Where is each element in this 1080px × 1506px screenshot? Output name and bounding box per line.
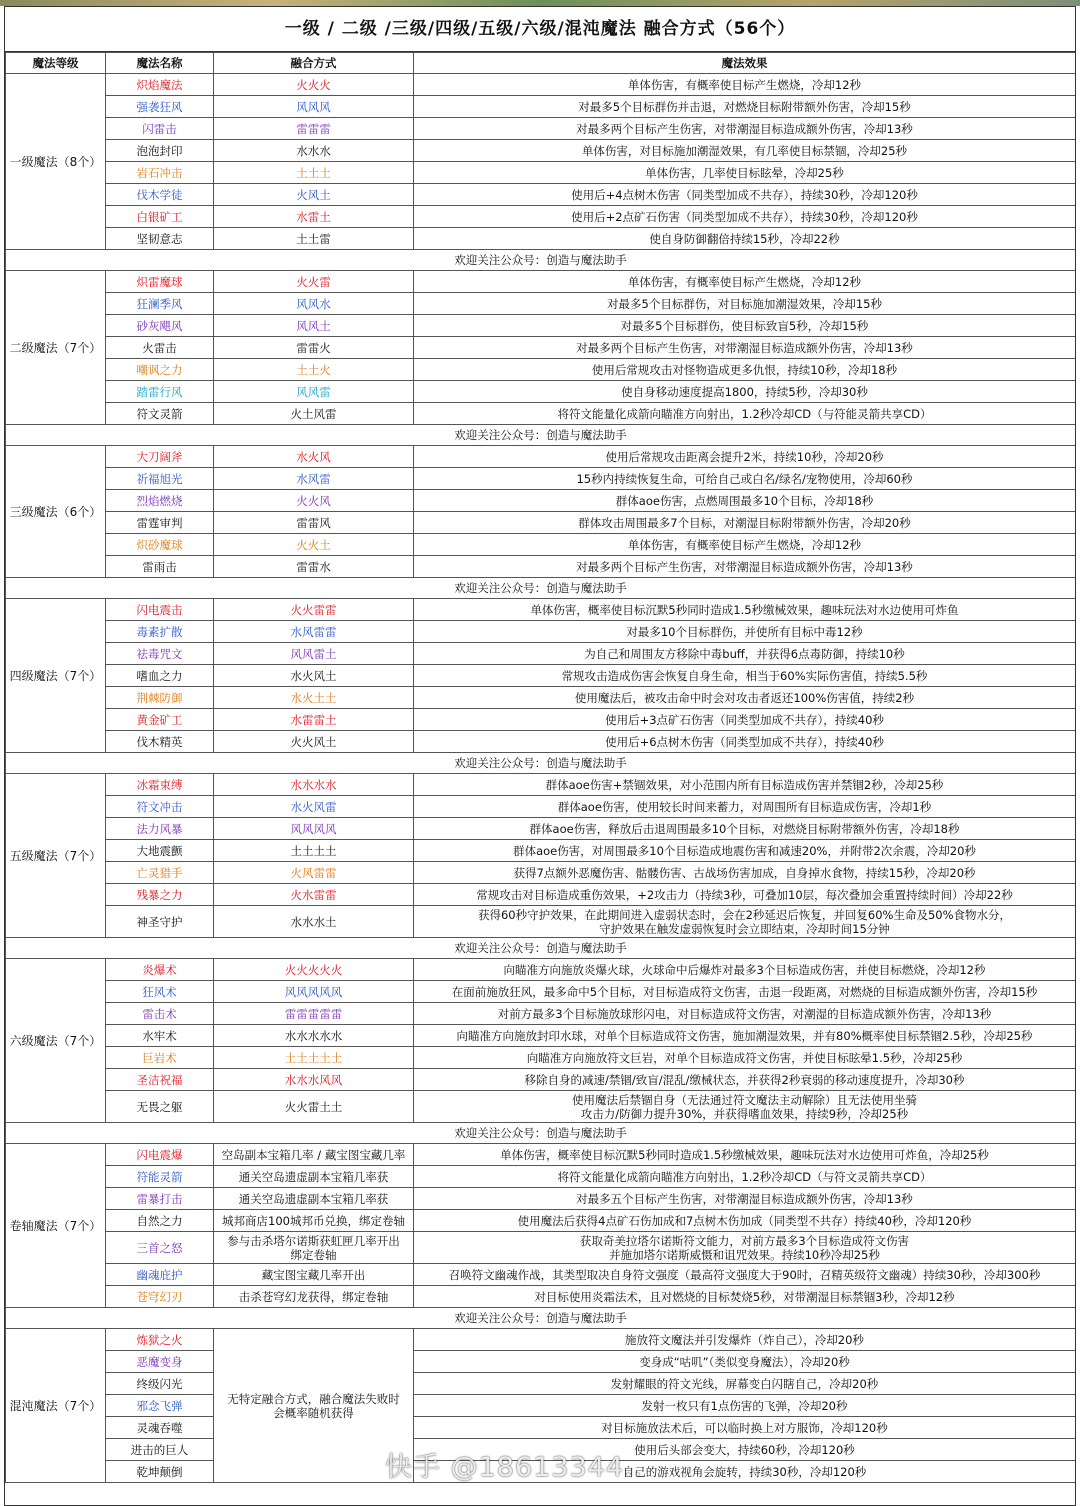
table-row <box>6 774 1076 796</box>
magic-name: 符能灵箭 <box>106 1166 214 1188</box>
level-cell: 二级魔法（7个） <box>6 271 106 425</box>
fusion-method: 水水水水 <box>214 774 414 796</box>
table-row <box>6 556 1076 578</box>
header-method: 融合方式 <box>214 53 414 74</box>
table-row <box>6 206 1076 228</box>
magic-effect: 单体伤害，有概率使目标产生燃烧，冷却12秒 <box>414 271 1076 293</box>
magic-effect: 对最多两个目标产生伤害，对带潮湿目标造成额外伤害，冷却13秒 <box>414 118 1076 140</box>
table-row <box>6 381 1076 403</box>
table-row <box>6 840 1076 862</box>
magic-effect: 对目标施放法术后，可以临时换上对方服饰，冷却120秒 <box>414 1417 1076 1439</box>
table-row <box>6 1025 1076 1047</box>
table-row <box>6 534 1076 556</box>
magic-name: 自然之力 <box>106 1210 214 1232</box>
level-cell: 一级魔法（8个） <box>6 74 106 250</box>
table-row <box>6 337 1076 359</box>
fusion-method: 水雷土 <box>214 206 414 228</box>
magic-effect: 使用后+3点矿石伤害（同类型加成不共存），持续40秒 <box>414 709 1076 731</box>
table-row <box>6 665 1076 687</box>
table-row <box>6 403 1076 425</box>
header-name: 魔法名称 <box>106 53 214 74</box>
notice-row <box>6 938 1076 959</box>
magic-name: 祈福旭光 <box>106 468 214 490</box>
magic-effect: 使用魔法后，被攻击命中时会对攻击者返还100%伤害值，持续2秒 <box>414 687 1076 709</box>
magic-name: 砂灰飓风 <box>106 315 214 337</box>
fusion-method: 雷雷火 <box>214 337 414 359</box>
fusion-method: 水火土土 <box>214 687 414 709</box>
table-row <box>6 184 1076 206</box>
fusion-method: 火火土 <box>214 534 414 556</box>
magic-effect: 召唤符文幽魂作战，其类型取决自身符文强度（最高符文强度大于90时，召精英级符文幽魂）持续30秒，冷却300秒 <box>414 1264 1076 1286</box>
magic-name: 黄金矿工 <box>106 709 214 731</box>
table-row <box>6 959 1076 981</box>
notice-row <box>6 753 1076 774</box>
magic-name: 大刀阔斧 <box>106 446 214 468</box>
magic-name: 祛毒咒文 <box>106 643 214 665</box>
fusion-method: 火风雷雷 <box>214 862 414 884</box>
magic-effect: 为自己和周围友方移除中毒buff，并获得6点毒防御，持续10秒 <box>414 643 1076 665</box>
magic-effect: 对最多5个目标群伤，对目标施加潮湿效果，冷却15秒 <box>414 293 1076 315</box>
fusion-method: 无特定融合方式，融合魔法失败时会概率随机获得 <box>214 1329 414 1483</box>
magic-effect: 发射耀眼的符文光线，屏幕变白闪瞎自己，冷却20秒 <box>414 1373 1076 1395</box>
level-cell: 混沌魔法（7个） <box>6 1329 106 1483</box>
fusion-method: 藏宝图宝藏几率开出 <box>214 1264 414 1286</box>
magic-name: 苍穹幻刃 <box>106 1286 214 1308</box>
magic-effect: 变身成“咕叽”（类似变身魔法），冷却20秒 <box>414 1351 1076 1373</box>
magic-effect: 群体aoe伤害+禁锢效果，对小范围内所有目标造成伤害并禁锢2秒，冷却25秒 <box>414 774 1076 796</box>
watermark: 快手 @18613344.. <box>385 1452 644 1483</box>
notice-row <box>6 1123 1076 1144</box>
fusion-method: 土土土土 <box>214 840 414 862</box>
table-row <box>6 1461 1076 1483</box>
notice-text: 欢迎关注公众号：创造与魔法助手 <box>6 1123 1076 1144</box>
fusion-method: 水火风雷 <box>214 796 414 818</box>
fusion-method: 风风风 <box>214 96 414 118</box>
magic-effect: 使自身移动速度提高1800，持续5秒，冷却30秒 <box>414 381 1076 403</box>
fusion-method: 风风水 <box>214 293 414 315</box>
table-row <box>6 271 1076 293</box>
table-row <box>6 162 1076 184</box>
effect-line: 攻击力/防御力提升30%，并获得嗜血效果，持续9秒，冷却25秒 <box>580 1106 909 1121</box>
notice-row <box>6 425 1076 446</box>
fusion-method: 火火雷 <box>214 271 414 293</box>
fusion-method: 水水水水水 <box>214 1025 414 1047</box>
fusion-method: 土土土 <box>214 162 414 184</box>
notice-row <box>6 1308 1076 1329</box>
table-row <box>6 96 1076 118</box>
magic-name: 炽雷魔球 <box>106 271 214 293</box>
magic-name: 伐木精英 <box>106 731 214 753</box>
magic-effect <box>414 1091 1076 1123</box>
table-row <box>6 140 1076 162</box>
fusion-method <box>214 1232 414 1264</box>
table-row <box>6 512 1076 534</box>
table-row <box>6 1329 1076 1351</box>
magic-name: 烈焰燃烧 <box>106 490 214 512</box>
magic-effect: 单体伤害，有概率使目标产生燃烧，冷却12秒 <box>414 534 1076 556</box>
table-row <box>6 118 1076 140</box>
magic-name: 荆棘防御 <box>106 687 214 709</box>
fusion-method: 风风风风风 <box>214 981 414 1003</box>
magic-effect: 对最多五个目标产生伤害，对带潮湿目标造成额外伤害，冷却13秒 <box>414 1188 1076 1210</box>
notice-text: 欢迎关注公众号：创造与魔法助手 <box>6 425 1076 446</box>
table-row <box>6 1286 1076 1308</box>
fusion-method: 水雷雷土 <box>214 709 414 731</box>
header-level: 魔法等级 <box>6 53 106 74</box>
table-row <box>6 1047 1076 1069</box>
fusion-method: 击杀苍穹幻龙获得，绑定卷轴 <box>214 1286 414 1308</box>
magic-name: 强袭狂风 <box>106 96 214 118</box>
table-row <box>6 1395 1076 1417</box>
magic-name: 神圣守护 <box>106 906 214 938</box>
magic-effect: 群体aoe伤害，对周围最多10个目标造成地震伤害和减速20%，并附带2次余震，冷却20秒 <box>414 840 1076 862</box>
fusion-method: 通关空岛遗虚副本宝箱几率获 <box>214 1166 414 1188</box>
magic-effect: 单体伤害，概率使目标沉默5秒同时造成1.5秒缴械效果，趣味玩法对水边使用可炸鱼 <box>414 599 1076 621</box>
fusion-method: 火火风土 <box>214 731 414 753</box>
effect-line: 获取奇美拉塔尔诺斯符文能力，对前方最多3个目标造成符文伤害 <box>579 1233 910 1248</box>
fusion-method: 火火雷土土 <box>214 1091 414 1123</box>
fusion-method: 水水水 <box>214 140 414 162</box>
table-row <box>6 709 1076 731</box>
magic-name: 闪电震击 <box>106 599 214 621</box>
magic-name: 恶魔变身 <box>106 1351 214 1373</box>
magic-effect: 向瞄准方向施放炎爆火球，火球命中后爆炸对最多3个目标造成伤害，并使目标燃烧，冷却12秒 <box>414 959 1076 981</box>
table-row <box>6 906 1076 938</box>
level-cell: 三级魔法（6个） <box>6 446 106 578</box>
table-row <box>6 981 1076 1003</box>
magic-effect: 发射一枚只有1点伤害的飞弹，冷却20秒 <box>414 1395 1076 1417</box>
table-row <box>6 1069 1076 1091</box>
table-row <box>6 731 1076 753</box>
magic-name: 伐木学徒 <box>106 184 214 206</box>
magic-name: 雷击术 <box>106 1003 214 1025</box>
table-row <box>6 621 1076 643</box>
magic-name: 炎爆术 <box>106 959 214 981</box>
table-row <box>6 74 1076 96</box>
fusion-method: 水风雷 <box>214 468 414 490</box>
magic-table <box>5 52 1076 1483</box>
magic-name: 狂风术 <box>106 981 214 1003</box>
fusion-method: 雷雷风 <box>214 512 414 534</box>
fusion-method: 土土土土土 <box>214 1047 414 1069</box>
magic-effect: 向瞄准方向施放封印水球，对单个目标造成符文伤害，施加潮湿效果，并有80%概率使目标禁锢2.5秒，冷却25秒 <box>414 1025 1076 1047</box>
magic-name: 灵魂吞噬 <box>106 1417 214 1439</box>
notice-text: 欢迎关注公众号：创造与魔法助手 <box>6 578 1076 599</box>
fusion-method: 火风土 <box>214 184 414 206</box>
magic-name: 狂澜季风 <box>106 293 214 315</box>
fusion-method: 风风风风 <box>214 818 414 840</box>
magic-name: 炽焰魔法 <box>106 74 214 96</box>
magic-name: 踏雷行风 <box>106 381 214 403</box>
magic-effect: 将符文能量化成箭向瞄准方向射出，1.2秒冷却CD（与符文灵箭共享CD） <box>414 1166 1076 1188</box>
notice-text: 欢迎关注公众号：创造与魔法助手 <box>6 938 1076 959</box>
table-row <box>6 687 1076 709</box>
table-row <box>6 1188 1076 1210</box>
magic-effect: 使用后+4点树木伤害（同类型加成不共存），持续30秒，冷却120秒 <box>414 184 1076 206</box>
table-row <box>6 1351 1076 1373</box>
table-row <box>6 643 1076 665</box>
magic-name: 火雷击 <box>106 337 214 359</box>
magic-name: 进击的巨人 <box>106 1439 214 1461</box>
magic-name: 巨岩术 <box>106 1047 214 1069</box>
magic-effect: 对最多5个目标群伤并击退，对燃烧目标附带额外伤害，冷却15秒 <box>414 96 1076 118</box>
magic-name: 大地震颤 <box>106 840 214 862</box>
magic-effect: 使用后+2点矿石伤害（同类型加成不共存），持续30秒，冷却120秒 <box>414 206 1076 228</box>
fusion-method: 雷雷雷 <box>214 118 414 140</box>
effect-line: 并施加塔尔诺斯威慑和诅咒效果。持续10秒冷却25秒 <box>609 1247 880 1262</box>
magic-effect: 群体aoe伤害，释放后击退周围最多10个目标，对燃烧目标附带额外伤害，冷却18秒 <box>414 818 1076 840</box>
magic-name: 冰霜束缚 <box>106 774 214 796</box>
table-row <box>6 599 1076 621</box>
magic-name: 符文灵箭 <box>106 403 214 425</box>
magic-name: 泡泡封印 <box>106 140 214 162</box>
fusion-method: 水火风土 <box>214 665 414 687</box>
magic-effect: 使用后头部会变大，持续60秒，冷却120秒 <box>414 1439 1076 1461</box>
table-row <box>6 315 1076 337</box>
magic-name: 圣洁祝福 <box>106 1069 214 1091</box>
magic-effect: 单体伤害，概率使目标沉默5秒同时造成1.5秒缴械效果，趣味玩法对水边使用可炸鱼，冷却25秒 <box>414 1144 1076 1166</box>
level-cell: 卷轴魔法（7个） <box>6 1144 106 1308</box>
magic-name: 岩石冲击 <box>106 162 214 184</box>
notice-text: 欢迎关注公众号：创造与魔法助手 <box>6 753 1076 774</box>
table-row <box>6 884 1076 906</box>
magic-name: 雷雨击 <box>106 556 214 578</box>
magic-effect: 15秒内持续恢复生命，可给自己或白名/绿名/宠物使用，冷却60秒 <box>414 468 1076 490</box>
fusion-method: 火火雷雷 <box>214 599 414 621</box>
magic-table-frame <box>4 6 1076 1506</box>
magic-effect: 使用后+6点树木伤害（同类型加成不共存），持续40秒 <box>414 731 1076 753</box>
fusion-method: 火水雷雷 <box>214 884 414 906</box>
table-row <box>6 468 1076 490</box>
fusion-method: 水火风 <box>214 446 414 468</box>
magic-name: 残暴之力 <box>106 884 214 906</box>
magic-effect: 在面前施放狂风，最多命中5个目标，对目标造成符文伤害，击退一段距离，对燃烧的目标造成额外伤害，冷却15秒 <box>414 981 1076 1003</box>
magic-effect: 对最多两个目标产生伤害，对带潮湿目标造成额外伤害，冷却13秒 <box>414 337 1076 359</box>
effect-line: 参与击杀塔尔诺斯获虹匣几率开出 <box>227 1233 400 1248</box>
notice-text: 欢迎关注公众号：创造与魔法助手 <box>6 1308 1076 1329</box>
magic-name: 符文冲击 <box>106 796 214 818</box>
magic-name: 嗜血之力 <box>106 665 214 687</box>
magic-effect: 常规攻击对目标造成重伤效果，+2攻击力（持续3秒，可叠加10层，每次叠加会重置持续时间）冷却22秒 <box>414 884 1076 906</box>
fusion-method: 水水水土 <box>214 906 414 938</box>
table-row <box>6 1232 1076 1264</box>
page-title: 一级 / 二级 /三级/四级/五级/六级/混沌魔法 融合方式（56个） <box>5 7 1075 52</box>
table-row <box>6 1264 1076 1286</box>
table-row <box>6 359 1076 381</box>
magic-effect: 对最多两个目标产生伤害，对带潮湿目标造成额外伤害，冷却13秒 <box>414 556 1076 578</box>
fusion-method: 水水水风风 <box>214 1069 414 1091</box>
fusion-method: 火火火 <box>214 74 414 96</box>
fusion-method: 雷雷水 <box>214 556 414 578</box>
magic-effect: 移除自身的减速/禁锢/致盲/混乱/缴械状态，并获得2秒衰弱的移动速度提升，冷却30秒 <box>414 1069 1076 1091</box>
magic-effect: 对最多10个目标群伤，并使所有目标中毒12秒 <box>414 621 1076 643</box>
magic-name: 无畏之躯 <box>106 1091 214 1123</box>
table-row <box>6 1439 1076 1461</box>
fusion-method: 城邦商店100城邦币兑换，绑定卷轴 <box>214 1210 414 1232</box>
magic-name: 炽砂魔球 <box>106 534 214 556</box>
magic-name: 白银矿工 <box>106 206 214 228</box>
fusion-method: 土土雷 <box>214 228 414 250</box>
magic-effect: 自己的游戏视角会旋转，持续30秒，冷却120秒 <box>414 1461 1076 1483</box>
fusion-method: 水风雷雷 <box>214 621 414 643</box>
magic-effect: 单体伤害，对目标施加潮湿效果，有几率使目标禁锢，冷却25秒 <box>414 140 1076 162</box>
fusion-method: 火土风雷 <box>214 403 414 425</box>
magic-effect: 使用魔法后获得4点矿石伤加成和7点树木伤加成（同类型不共存）持续40秒，冷却120秒 <box>414 1210 1076 1232</box>
table-row <box>6 1003 1076 1025</box>
fusion-method: 雷雷雷雷雷 <box>214 1003 414 1025</box>
fusion-method: 火火火火火 <box>214 959 414 981</box>
magic-effect <box>414 1232 1076 1264</box>
magic-name: 炼狱之火 <box>106 1329 214 1351</box>
table-row <box>6 446 1076 468</box>
magic-effect: 对前方最多3个目标施放球形闪电，对目标造成符文伤害，对潮湿的目标造成额外伤害，冷却13秒 <box>414 1003 1076 1025</box>
table-row <box>6 1373 1076 1395</box>
table-row <box>6 818 1076 840</box>
table-row <box>6 862 1076 884</box>
fusion-method: 风风雷 <box>214 381 414 403</box>
effect-line: 获得60秒守护效果，在此期间进入虚弱状态时，会在2秒延迟后恢复，并回复60%生命及50%食物水分， <box>477 907 1012 922</box>
table-row <box>6 1166 1076 1188</box>
magic-name: 乾坤颠倒 <box>106 1461 214 1483</box>
magic-effect: 对最多5个目标群伤，使目标致盲5秒，冷却15秒 <box>414 315 1076 337</box>
fusion-method: 土土火 <box>214 359 414 381</box>
magic-name: 水牢术 <box>106 1025 214 1047</box>
magic-name: 亡灵猎手 <box>106 862 214 884</box>
effect-line: 绑定卷轴 <box>290 1247 337 1262</box>
magic-effect: 使自身防御翻倍持续15秒，冷却22秒 <box>414 228 1076 250</box>
table-row <box>6 1091 1076 1123</box>
table-body <box>6 74 1076 1483</box>
table-row <box>6 228 1076 250</box>
magic-effect: 向瞄准方向施放符文巨岩，对单个目标造成符文伤害，并使目标眩晕1.5秒，冷却25秒 <box>414 1047 1076 1069</box>
magic-effect: 使用后常规攻击对怪物造成更多仇恨，持续10秒，冷却18秒 <box>414 359 1076 381</box>
level-cell: 四级魔法（7个） <box>6 599 106 753</box>
table-header-row <box>6 53 1076 74</box>
notice-row <box>6 250 1076 271</box>
magic-name: 嘲讽之力 <box>106 359 214 381</box>
magic-effect: 使用后常规攻击距离会提升2米，持续10秒，冷却20秒 <box>414 446 1076 468</box>
header-effect: 魔法效果 <box>414 53 1076 74</box>
magic-name: 雷暴打击 <box>106 1188 214 1210</box>
level-cell: 五级魔法（7个） <box>6 774 106 938</box>
magic-effect: 常规攻击造成伤害会恢复自身生命，相当于60%实际伤害值，持续5.5秒 <box>414 665 1076 687</box>
magic-effect: 群体aoe伤害，点燃周围最多10个目标，冷却18秒 <box>414 490 1076 512</box>
magic-name: 幽魂庇护 <box>106 1264 214 1286</box>
table-row <box>6 1210 1076 1232</box>
magic-effect: 单体伤害，有概率使目标产生燃烧，冷却12秒 <box>414 74 1076 96</box>
magic-name: 坚韧意志 <box>106 228 214 250</box>
fusion-method: 空岛副本宝箱几率 / 藏宝图宝藏几率 <box>214 1144 414 1166</box>
magic-effect: 施放符文魔法并引发爆炸（炸自己），冷却20秒 <box>414 1329 1076 1351</box>
fusion-method: 风风雷土 <box>214 643 414 665</box>
magic-name: 毒素扩散 <box>106 621 214 643</box>
magic-effect: 单体伤害，几率使目标眩晕，冷却25秒 <box>414 162 1076 184</box>
magic-name: 终级闪光 <box>106 1373 214 1395</box>
table-row <box>6 490 1076 512</box>
magic-name: 闪电震爆 <box>106 1144 214 1166</box>
fusion-method: 通关空岛遗虚副本宝箱几率获 <box>214 1188 414 1210</box>
magic-effect: 获得7点额外恶魔伤害、骷髅伤害、古战场伤害加成，自身掉水食物，持续15秒，冷却20秒 <box>414 862 1076 884</box>
magic-effect: 群体aoe伤害，使用较长时间来蓄力，对周围所有目标造成伤害，冷却1秒 <box>414 796 1076 818</box>
fusion-method: 风风土 <box>214 315 414 337</box>
magic-effect: 对目标使用炎霜法术，且对燃烧的目标焚烧5秒，对带潮湿目标禁锢3秒，冷却12秒 <box>414 1286 1076 1308</box>
table-row <box>6 293 1076 315</box>
magic-name: 三首之怒 <box>106 1232 214 1264</box>
notice-row <box>6 578 1076 599</box>
magic-effect: 将符文能量化成箭向瞄准方向射出，1.2秒冷却CD（与符能灵箭共享CD） <box>414 403 1076 425</box>
table-row <box>6 1144 1076 1166</box>
magic-name: 雷霆审判 <box>106 512 214 534</box>
magic-name: 法力风暴 <box>106 818 214 840</box>
table-row <box>6 1417 1076 1439</box>
notice-text: 欢迎关注公众号：创造与魔法助手 <box>6 250 1076 271</box>
magic-name: 闪雷击 <box>106 118 214 140</box>
magic-effect <box>414 906 1076 938</box>
magic-name: 邪念飞弹 <box>106 1395 214 1417</box>
effect-line: 守护效果在触发虚弱恢复时会立即结束，冷却时间15分钟 <box>599 921 890 936</box>
table-row <box>6 796 1076 818</box>
level-cell: 六级魔法（7个） <box>6 959 106 1123</box>
fusion-method: 火火风 <box>214 490 414 512</box>
magic-effect: 群体攻击周围最多7个目标，对潮湿目标附带额外伤害，冷却20秒 <box>414 512 1076 534</box>
effect-line: 使用魔法后禁锢自身（无法通过符文魔法主动解除）且无法使用坐骑 <box>572 1092 917 1107</box>
